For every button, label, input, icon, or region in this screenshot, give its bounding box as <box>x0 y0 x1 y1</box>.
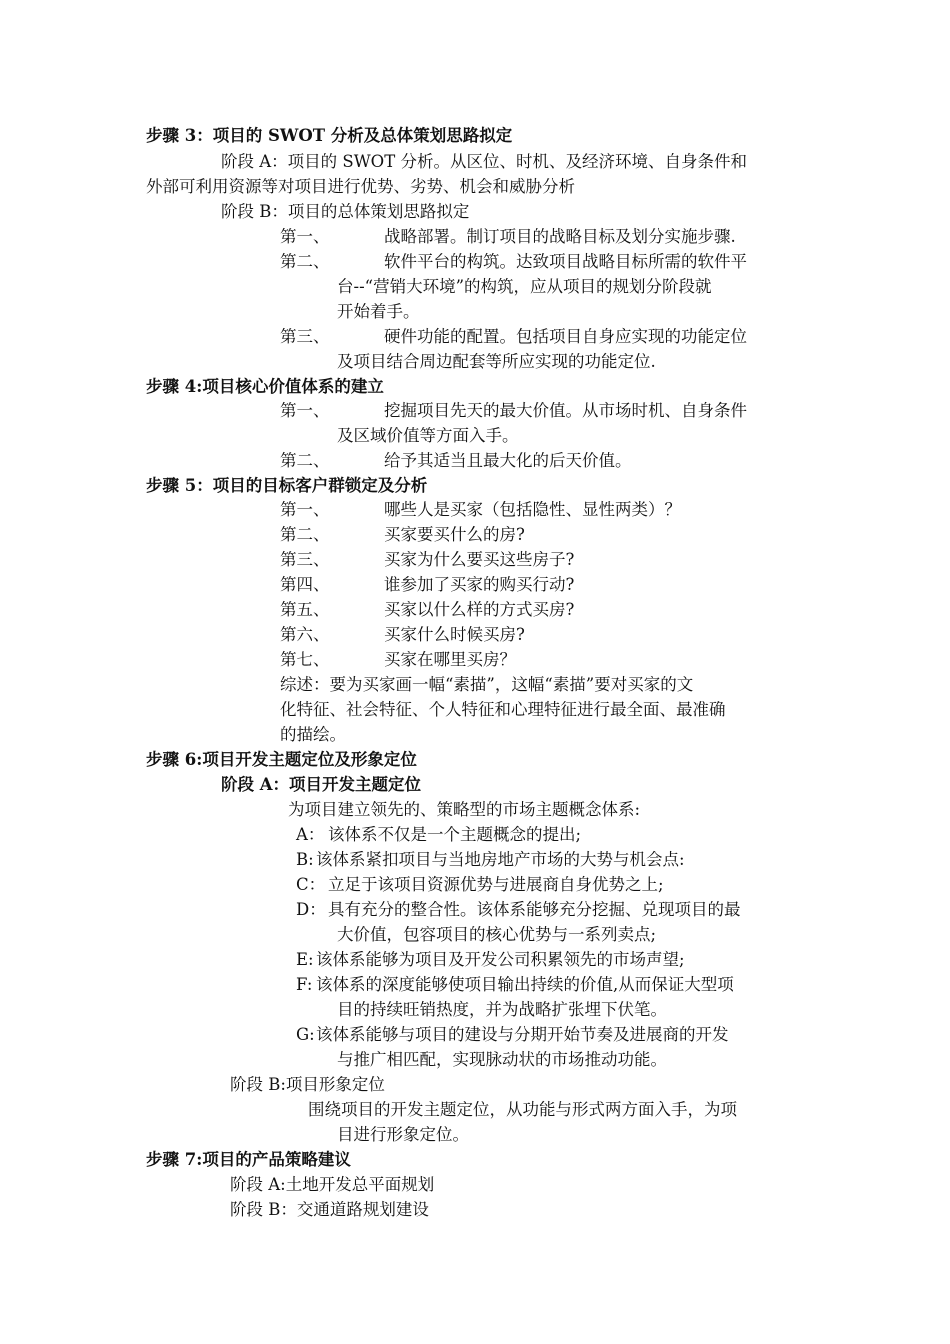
step6-intro: 为项目建立领先的、策略型的市场主题概念体系: <box>288 800 641 819</box>
step6-phase-b: 阶段 B:项目形象定位 <box>230 1075 385 1094</box>
step6-item-b-line1: 该体系紧扣项目与当地房地产市场的大势与机会点: <box>316 850 685 869</box>
step6-item-e-line1: 该体系能够为项目及开发公司积累领先的市场声望; <box>316 950 685 969</box>
step3-item2-line2: 台--“营销大环境”的构筑，应从项目的规划分阶段就 <box>337 277 712 296</box>
step5-item2-text: 买家要买什么的房? <box>384 525 525 544</box>
step5-item3-text: 买家为什么要买这些房子? <box>384 550 575 569</box>
step6-item-a-line1: 该体系不仅是一个主题概念的提出; <box>328 825 582 844</box>
step6-item-c-label: C： <box>296 875 326 894</box>
step6-item-b-label: B: <box>296 850 314 869</box>
step6-phase-b-line1: 围绕项目的开发主题定位，从功能与形式两方面入手，为项 <box>308 1100 737 1119</box>
step5-item1-text: 哪些人是买家（包括隐性、显性两类）？ <box>384 500 681 519</box>
step6-heading: 步骤 6:项目开发主题定位及形象定位 <box>146 750 417 769</box>
step5-item5-num: 第五、 <box>280 600 330 619</box>
step3-heading: 步骤 3：项目的 SWOT 分析及总体策划思路拟定 <box>146 126 513 145</box>
step4-item1-num: 第一、 <box>280 401 330 420</box>
step7-heading: 步骤 7:项目的产品策略建议 <box>146 1150 351 1169</box>
step6-item-f-line1: 该体系的深度能够使项目输出持续的价值,从而保证大型项 <box>316 975 734 994</box>
step5-item2-num: 第二、 <box>280 525 330 544</box>
step6-item-g-line1: 该体系能够与项目的建设与分期开始节奏及进展商的开发 <box>316 1025 729 1044</box>
step5-item4-num: 第四、 <box>280 575 330 594</box>
step3-item2-line1: 软件平台的构筑。达致项目战略目标所需的软件平 <box>384 252 747 271</box>
step6-item-g-label: G: <box>296 1025 315 1044</box>
step6-phase-b-line2: 目进行形象定位。 <box>337 1125 469 1144</box>
step3-item3-line2: 及项目结合周边配套等所应实现的功能定位. <box>337 352 656 371</box>
step4-item2-num: 第二、 <box>280 451 330 470</box>
step5-item1-num: 第一、 <box>280 500 330 519</box>
step5-summary-line2: 化特征、社会特征、个人特征和心理特征进行最全面、最准确 <box>280 700 726 719</box>
step5-item7-num: 第七、 <box>280 650 330 669</box>
step3-item1-num: 第一、 <box>280 227 330 246</box>
step3-phase-b: 阶段 B：项目的总体策划思路拟定 <box>221 202 470 221</box>
step3-item2-line3: 开始着手。 <box>337 302 420 321</box>
step4-heading: 步骤 4:项目核心价值体系的建立 <box>146 377 384 396</box>
step3-item1-line1: 战略部署。制订项目的战略目标及划分实施步骤. <box>384 227 736 246</box>
step5-item4-text: 谁参加了买家的购买行动? <box>384 575 575 594</box>
step5-heading: 步骤 5：项目的目标客户群锁定及分析 <box>146 476 428 495</box>
step6-item-a-label: A： <box>296 825 325 844</box>
step6-item-d-line2: 大价值，包容项目的核心优势与一系列卖点; <box>337 925 657 944</box>
step6-item-f-label: F: <box>296 975 313 994</box>
step5-item6-num: 第六、 <box>280 625 330 644</box>
step6-item-g-line2: 与推广相匹配，实现脉动状的市场推动功能。 <box>337 1050 667 1069</box>
step6-item-f-line2: 目的持续旺销热度，并为战略扩张埋下伏笔。 <box>337 1000 667 1019</box>
step5-summary-line1: 综述：要为买家画一幅“素描”，这幅“素描”要对买家的文 <box>280 675 694 694</box>
step3-phase-a-line1: 阶段 A：项目的 SWOT 分析。从区位、时机、及经济环境、自身条件和 <box>221 152 747 171</box>
step6-item-c-line1: 立足于该项目资源优势与进展商自身优势之上; <box>328 875 664 894</box>
step5-summary-line3: 的描绘。 <box>280 725 346 744</box>
step5-item3-num: 第三、 <box>280 550 330 569</box>
step7-phase-b: 阶段 B：交通道路规划建设 <box>230 1200 429 1219</box>
step6-item-d-line1: 具有充分的整合性。该体系能够充分挖掘、兑现项目的最 <box>328 900 741 919</box>
step7-phase-a: 阶段 A:土地开发总平面规划 <box>230 1175 435 1194</box>
step5-item5-text: 买家以什么样的方式买房? <box>384 600 575 619</box>
step5-item6-text: 买家什么时候买房? <box>384 625 525 644</box>
step3-item3-line1: 硬件功能的配置。包括项目自身应实现的功能定位 <box>384 327 747 346</box>
step4-item1-line2: 及区域价值等方面入手。 <box>337 426 519 445</box>
step3-phase-a-line2: 外部可利用资源等对项目进行优势、劣势、机会和威胁分析 <box>146 177 575 196</box>
step6-phase-a: 阶段 A：项目开发主题定位 <box>221 775 422 794</box>
step4-item1-line1: 挖掘项目先天的最大价值。从市场时机、自身条件 <box>384 401 747 420</box>
step4-item2-line1: 给予其适当且最大化的后天价值。 <box>384 451 632 470</box>
step3-item2-num: 第二、 <box>280 252 330 271</box>
step5-item7-text: 买家在哪里买房？ <box>384 650 516 669</box>
step6-item-e-label: E: <box>296 950 314 969</box>
step6-item-d-label: D： <box>296 900 326 919</box>
step3-item3-num: 第三、 <box>280 327 330 346</box>
